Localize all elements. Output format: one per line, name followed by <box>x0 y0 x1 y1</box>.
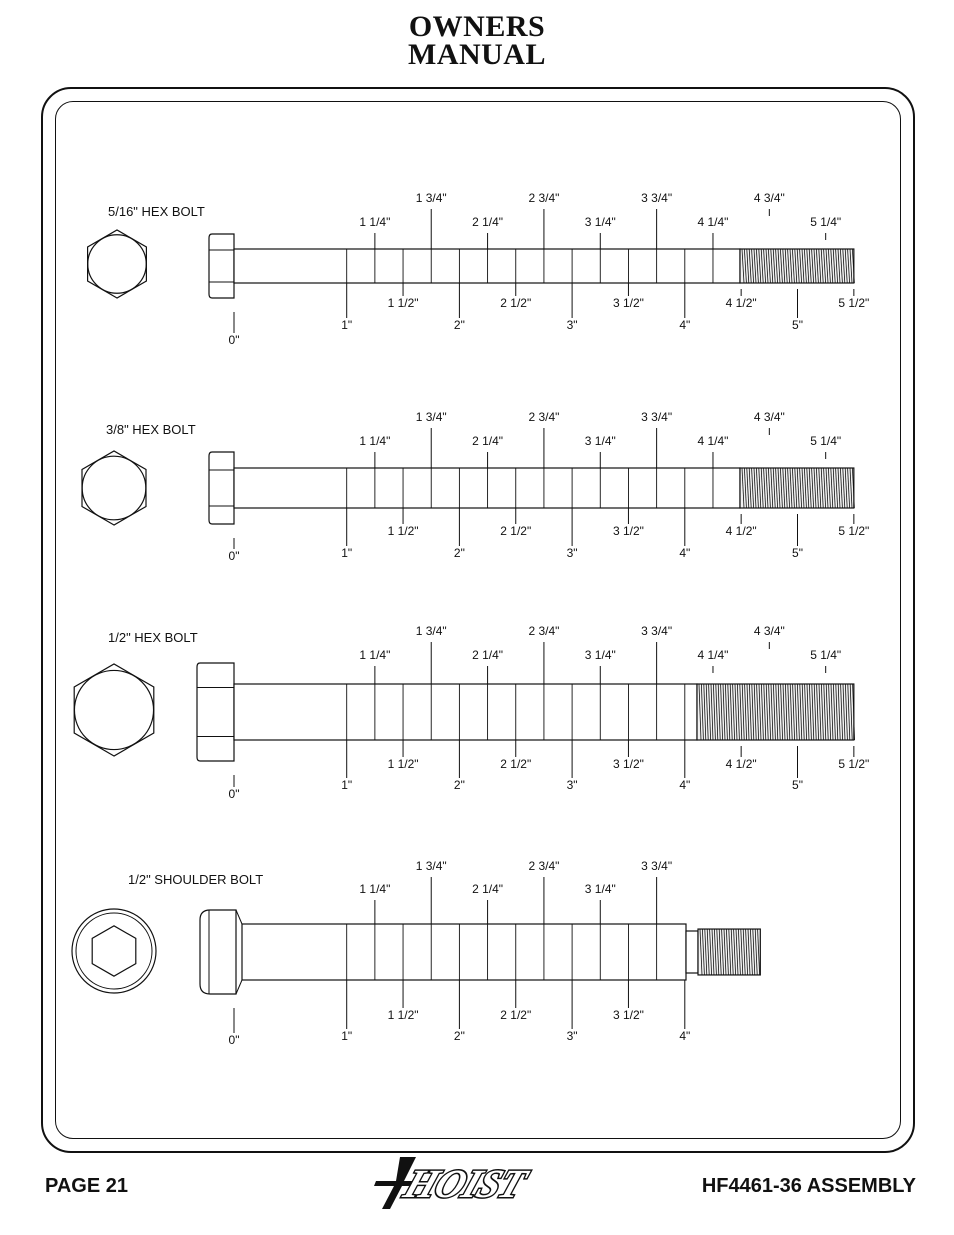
scale-label-top: 1 3/4" <box>415 859 447 873</box>
scale-label-top: 4 1/4" <box>697 215 729 229</box>
scale-label-bottom: 1 1/2" <box>387 524 419 538</box>
scale-label-bottom: 0" <box>228 549 240 563</box>
scale-label-bottom: 2 1/2" <box>500 1008 532 1022</box>
scale-label-top: 3 3/4" <box>641 859 673 873</box>
scale-label-bottom: 0" <box>228 1033 240 1047</box>
bolt-name: 1/2" SHOULDER BOLT <box>128 872 264 887</box>
scale-label-top: 2 1/4" <box>472 882 504 896</box>
scale-label-bottom: 3 1/2" <box>612 524 644 538</box>
scale-label-top: 3 3/4" <box>641 191 673 205</box>
scale-label-bottom: 3" <box>566 1029 578 1043</box>
scale-label-bottom: 1 1/2" <box>387 757 419 771</box>
scale-label-top: 2 1/4" <box>472 648 504 662</box>
bolt-head-side <box>209 234 234 298</box>
bolt-shank <box>234 468 740 508</box>
scale-label-top: 3 3/4" <box>641 410 673 424</box>
hex-head-chamfer <box>82 456 146 520</box>
scale-label-bottom: 1 1/2" <box>387 1008 419 1022</box>
bolt-head-side <box>197 663 234 761</box>
scale-label-bottom: 4 1/2" <box>725 296 757 310</box>
scale-label-bottom: 3 1/2" <box>612 296 644 310</box>
scale-label-top: 4 3/4" <box>753 410 785 424</box>
bolt-group <box>82 410 869 563</box>
scale-label-bottom: 1 1/2" <box>387 296 419 310</box>
bolt-head-side <box>200 910 236 994</box>
page-number: PAGE 21 <box>45 1175 128 1197</box>
scale-label-top: 5 1/4" <box>810 648 842 662</box>
scale-label-bottom: 2" <box>453 546 465 560</box>
bolt-group <box>88 191 870 347</box>
scale-label-top: 5 1/4" <box>810 434 842 448</box>
hex-head-chamfer <box>88 235 146 293</box>
scale-label-top: 2 1/4" <box>472 215 504 229</box>
scale-label-bottom: 2" <box>453 778 465 792</box>
shoulder-fillet <box>236 980 242 994</box>
thread-relief <box>686 931 698 973</box>
scale-label-top: 1 1/4" <box>359 215 391 229</box>
scale-label-top: 3 3/4" <box>641 624 673 638</box>
scale-label-bottom: 5" <box>792 318 803 332</box>
bolt-shank <box>242 924 686 980</box>
scale-label-top: 4 1/4" <box>697 648 729 662</box>
scale-label-bottom: 3" <box>566 778 578 792</box>
hoist-logo <box>372 1152 582 1210</box>
scale-label-bottom: 2 1/2" <box>500 296 532 310</box>
hoist-logo-text: HOIST <box>398 1161 532 1206</box>
bolt-group <box>72 859 760 1047</box>
socket-head-rim <box>76 913 152 989</box>
scale-label-bottom: 3 1/2" <box>612 1008 644 1022</box>
scale-label-bottom: 2" <box>453 318 465 332</box>
scale-label-bottom: 2 1/2" <box>500 524 532 538</box>
scale-label-bottom: 4" <box>679 1029 691 1043</box>
scale-label-bottom: 5" <box>792 546 803 560</box>
hex-socket <box>92 926 136 976</box>
scale-label-bottom: 4 1/2" <box>725 757 757 771</box>
scale-label-bottom: 4" <box>679 778 691 792</box>
scale-label-top: 5 1/4" <box>810 215 842 229</box>
socket-head-end-view <box>72 909 156 993</box>
scale-label-top: 3 1/4" <box>584 434 616 448</box>
scale-label-bottom: 1" <box>341 1029 353 1043</box>
scale-label-top: 1 3/4" <box>415 410 447 424</box>
scale-label-bottom: 5 1/2" <box>838 757 870 771</box>
scale-label-bottom: 0" <box>228 333 240 347</box>
hex-head-chamfer <box>74 670 153 749</box>
hex-head-end-view <box>74 664 154 756</box>
scale-label-top: 1 3/4" <box>415 191 447 205</box>
scale-label-bottom: 1" <box>341 318 353 332</box>
scale-label-top: 2 1/4" <box>472 434 504 448</box>
scale-label-top: 2 3/4" <box>528 859 560 873</box>
scale-label-bottom: 5 1/2" <box>838 296 870 310</box>
shoulder-fillet <box>236 910 242 924</box>
scale-label-bottom: 3" <box>566 318 578 332</box>
bolt-shank <box>234 249 740 283</box>
scale-label-top: 1 3/4" <box>415 624 447 638</box>
scale-label-bottom: 0" <box>228 787 240 801</box>
scale-label-top: 4 1/4" <box>697 434 729 448</box>
bolt-name: 1/2" HEX BOLT <box>108 630 198 645</box>
scale-label-top: 2 3/4" <box>528 410 560 424</box>
scale-label-bottom: 3" <box>566 546 578 560</box>
scale-label-bottom: 4" <box>679 318 691 332</box>
scale-label-bottom: 5" <box>792 778 803 792</box>
bolt-name: 3/8" HEX BOLT <box>106 422 196 437</box>
bolt-group <box>74 624 869 801</box>
scale-label-top: 1 1/4" <box>359 434 391 448</box>
scale-label-top: 2 3/4" <box>528 624 560 638</box>
document-title: HF4461-36 ASSEMBLY <box>701 1175 916 1197</box>
scale-label-top: 4 3/4" <box>753 191 785 205</box>
hex-head-end-view <box>88 230 147 298</box>
scale-label-bottom: 1" <box>341 778 353 792</box>
scale-label-top: 2 3/4" <box>528 191 560 205</box>
page-title-line1: OWNERS <box>408 10 546 43</box>
scale-label-top: 3 1/4" <box>584 648 616 662</box>
bolt-head-side <box>209 452 234 524</box>
page-title-line2: MANUAL <box>408 38 546 71</box>
scale-label-bottom: 2" <box>453 1029 465 1043</box>
scale-label-bottom: 3 1/2" <box>612 757 644 771</box>
scale-label-bottom: 2 1/2" <box>500 757 532 771</box>
scale-label-top: 1 1/4" <box>359 648 391 662</box>
hex-head-end-view <box>82 451 146 525</box>
scale-label-bottom: 4" <box>679 546 691 560</box>
scale-label-bottom: 4 1/2" <box>725 524 757 538</box>
bolt-name: 5/16" HEX BOLT <box>108 204 205 219</box>
scale-label-top: 1 1/4" <box>359 882 391 896</box>
scale-label-bottom: 5 1/2" <box>838 524 870 538</box>
scale-label-top: 3 1/4" <box>584 882 616 896</box>
scale-label-bottom: 1" <box>341 546 353 560</box>
bolt-shank <box>234 684 697 740</box>
scale-label-top: 3 1/4" <box>584 215 616 229</box>
scale-label-top: 4 3/4" <box>753 624 785 638</box>
